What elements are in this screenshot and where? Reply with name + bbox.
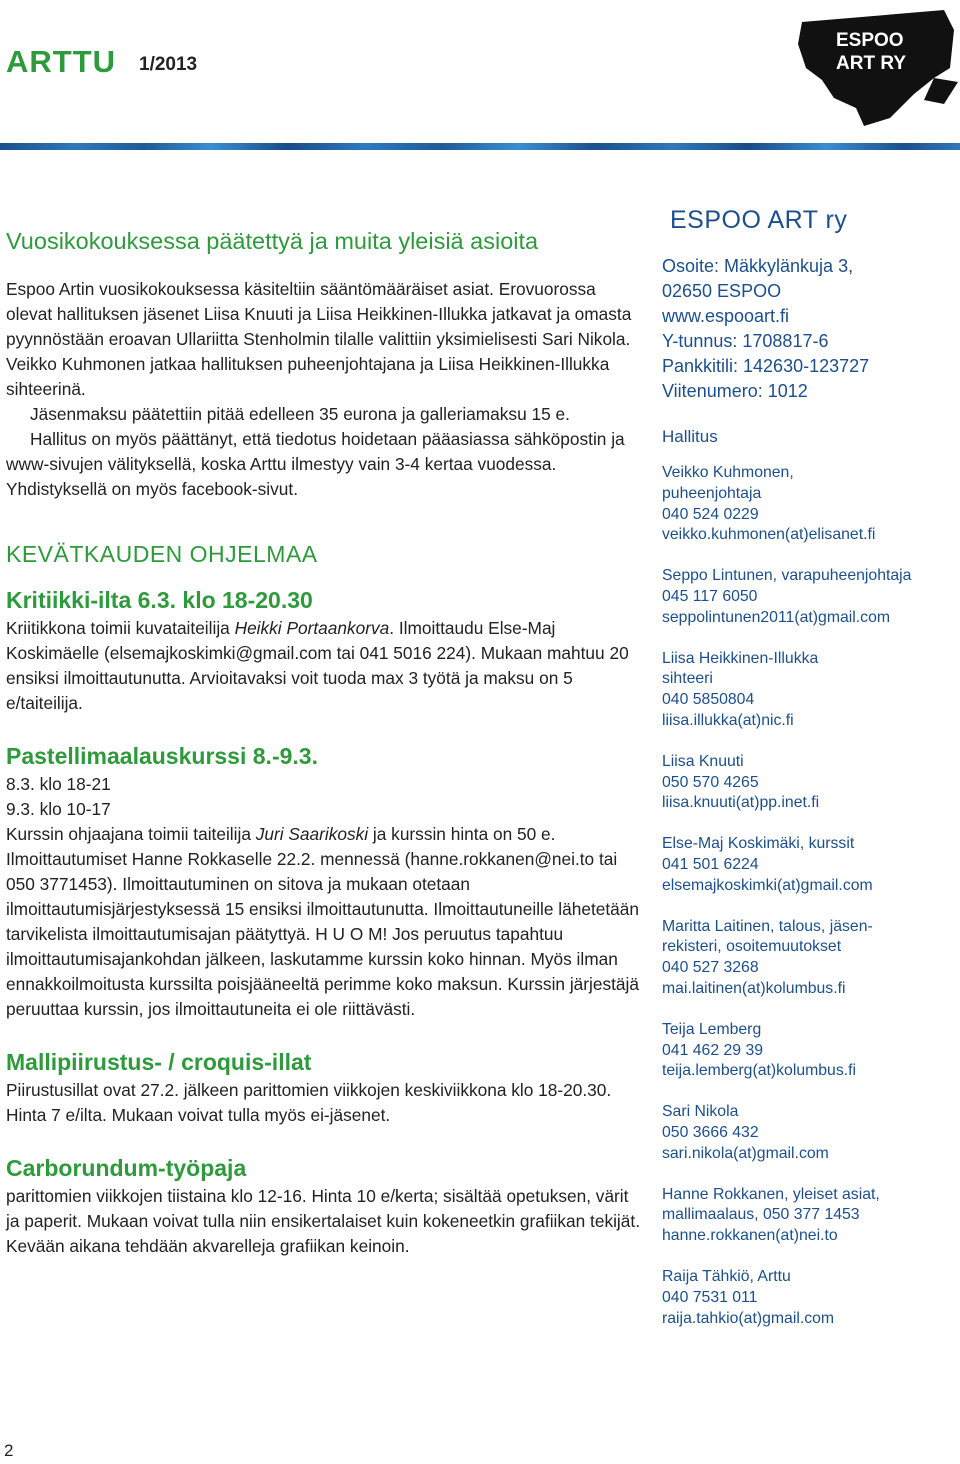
- info-line: www.espooart.fi: [662, 306, 790, 326]
- espoo-art-logo: [794, 8, 960, 128]
- event-text: Piirustusillat ovat 27.2. jälkeen parittomien viikkojen keskiviikkona klo 18-20.30. Hinta 7 e/ilta. Mukaan voivat tulla myös ei-jäsenet.: [6, 1080, 612, 1125]
- event-title: Kritiikki-ilta 6.3. klo 18-20.30: [6, 587, 313, 613]
- contact-card: Teija Lemberg 041 462 29 39 teija.lemberg(at)kolumbus.fi: [662, 1020, 857, 1080]
- event-date: 9.3. klo 10-17: [6, 799, 111, 819]
- main-column: [6, 226, 642, 1284]
- program-heading: KEVÄTKAUDEN OHJELMAA: [6, 541, 318, 567]
- info-line: Y-tunnus: 1708817-6: [662, 331, 829, 351]
- paragraph: Hallitus on myös päättänyt, että tiedotus hoidetaan pääasiassa sähköpostin ja www-sivujen välityksellä, koska Arttu ilmestyy vain 3-4 kertaa vuodessa. Yhdistyksellä on myös facebook-sivut.: [6, 429, 625, 499]
- article-headline: Vuosikokouksessa päätettyä ja muita yleisiä asioita: [6, 228, 539, 254]
- paragraph: Jäsenmaksu päätettiin pitää edelleen 35 eurona ja galleriamaksu 15 e.: [30, 404, 570, 424]
- event-title: Mallipiirustus- / croquis-illat: [6, 1049, 312, 1075]
- association-info: [662, 254, 960, 404]
- event-critique-evening: [6, 585, 642, 716]
- event-title: Carborundum-työpaja: [6, 1155, 247, 1181]
- contact-card: Veikko Kuhmonen, puheenjohtaja 040 524 0229 veikko.kuhmonen(at)elisanet.fi: [662, 464, 876, 544]
- event-croquis: [6, 1047, 642, 1128]
- contact-card: Liisa Knuuti 050 570 4265 liisa.knuuti(at)pp.inet.fi: [662, 752, 820, 812]
- newsletter-title: ARTTU: [6, 44, 117, 79]
- page-number: 2: [4, 1441, 14, 1460]
- event-title: Pastellimaalauskurssi 8.-9.3.: [6, 743, 318, 769]
- issue-number: 1/2013: [139, 54, 198, 75]
- contact-card: Seppo Lintunen, varapuheenjohtaja 045 117 6050 seppolintunen2011(at)gmail.com: [662, 567, 912, 626]
- event-date: 8.3. klo 18-21: [6, 774, 111, 794]
- contact-card: Hanne Rokkanen, yleiset asiat, mallimaalaus, 050 377 1453 hanne.rokkanen(at)nei.to: [662, 1185, 880, 1245]
- board-heading: Hallitus: [662, 427, 718, 446]
- sidebar-heading: ESPOO ART ry: [670, 206, 848, 234]
- header-stripe: [0, 143, 960, 150]
- contact-card: Maritta Laitinen, talous, jäsen- rekisteri, osoitemuutokset 040 527 3268 mai.laitinen(at)kolumbus.fi: [662, 917, 873, 997]
- logo-line-2: ART RY: [836, 53, 907, 74]
- paragraph: Espoo Artin vuosikokouksessa käsiteltiin sääntömääräiset asiat. Erovuorossa olevat hallituksen jäsenet Liisa Knuuti ja Liisa Heikkinen-Illukka jatkavat ja omasta pyynnöstään eroavan Ullariitta Stenholmin tilalle valittiin yksimielisesti Sari Nikola. Veikko Kuhmonen jatkaa hallituksen puheenjohtajana ja Liisa Heikkinen-Illukka sihteerinä.: [6, 279, 632, 399]
- contact-card: Else-Maj Koskimäki, kurssit 041 501 6224 elsemajkoskimki(at)gmail.com: [662, 835, 873, 894]
- contact-card: Liisa Heikkinen-Illukka sihteeri 040 5850804 liisa.illukka(at)nic.fi: [662, 649, 819, 729]
- info-line: Pankkitili: 142630-123727: [662, 356, 870, 376]
- event-text: Kriitikkona toimii kuvataiteilija Heikki Portaankorva. Ilmoittaudu Else-Maj Koskimäelle (elsemajkoskimki@gmail.com tai 041 5016 224). Mukaan mahtuu 20 ensiksi ilmoittautunutta. Arvioitavaksi voit tuoda max 3 työtä ja maksu on 5 e/taiteilija.: [6, 618, 629, 713]
- event-carborundum: [6, 1153, 642, 1259]
- event-text: parittomien viikkojen tiistaina klo 12-16. Hinta 10 e/kerta; sisältää opetuksen, värit ja paperit. Mukaan voivat tulla niin ensikertalaiset kuin kokeneetkin grafiikan tekijät. Kevään aikana tehdään akvarelleja grafiikan keinoin.: [6, 1186, 640, 1256]
- info-line: Osoite: Mäkkylänkuja 3,: [662, 256, 854, 276]
- event-pastel-course: [6, 741, 642, 1022]
- event-text: Kurssin ohjaajana toimii taiteilija Juri Saarikoski ja kurssin hinta on 50 e. Ilmoittautumiset Hanne Rokkaselle 22.2. mennessä (hanne.rokkanen@nei.to tai 050 3771453). Ilmoittautuminen on sitova ja mukaan otetaan ilmoittautumisjärjestyksessä 15 ensiksi ilmoittautunutta. Ilmoittautuneille lähetetään tarvikelista ilmoittautumisajan päätyttyä. H U O M! Jos peruutus tapahtuu ilmoittautumisajankohdan jälkeen, laskutamme kurssin koko hinnan. Myös ilman ennakkoilmoitusta kurssilta poisjääneeltä perimme koko maksun. Kurssin järjestäjä peruuttaa kurssin, jos ilmoittautuneita ei ole riittävästi.: [6, 824, 640, 1019]
- info-line: Viitenumero: 1012: [662, 381, 808, 401]
- contact-card: Sari Nikola 050 3666 432 sari.nikola(at)gmail.com: [662, 1103, 829, 1162]
- logo-line-1: ESPOO: [836, 30, 904, 51]
- contact-card: Raija Tähkiö, Arttu 040 7531 011 raija.tahkio(at)gmail.com: [662, 1267, 835, 1327]
- info-line: 02650 ESPOO: [662, 281, 782, 301]
- sidebar: [662, 206, 960, 1349]
